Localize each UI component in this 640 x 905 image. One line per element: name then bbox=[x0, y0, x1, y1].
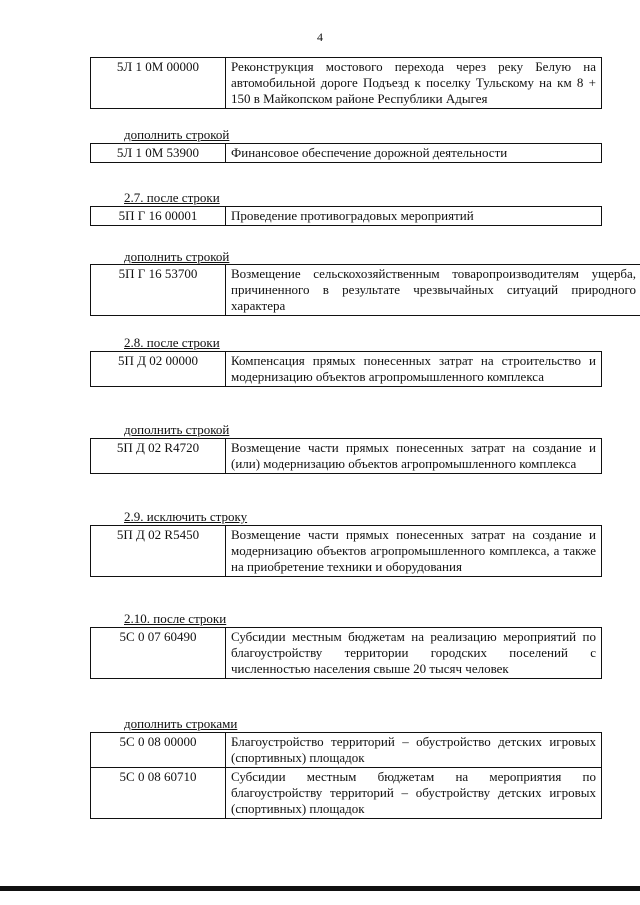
description-cell: Проведение противоградовых мероприятий bbox=[226, 207, 602, 226]
code-cell: 5П Д 02 R4720 bbox=[91, 439, 226, 474]
description-cell: Субсидии местным бюджетам на мероприятия по благоустройству территорий – обустройству детских игровых (спортивных) площадок bbox=[226, 768, 602, 819]
table-row bbox=[91, 439, 602, 474]
section-label: дополнить строкой bbox=[124, 127, 230, 142]
section-label: 2.8. после строки bbox=[124, 335, 220, 350]
page-number: 4 bbox=[317, 30, 323, 44]
code-table bbox=[90, 627, 602, 679]
table-row bbox=[91, 628, 602, 679]
description-cell: Компенсация прямых понесенных затрат на строительство и модернизацию объектов агропромышленного комплекса bbox=[226, 352, 602, 387]
section-label: дополнить строкой bbox=[124, 249, 230, 264]
section-label: дополнить строкой bbox=[124, 422, 230, 437]
code-table bbox=[90, 264, 640, 316]
code-cell: 5Л 1 0М 00000 bbox=[91, 58, 226, 109]
description-cell: Финансовое обеспечение дорожной деятельности bbox=[226, 144, 602, 163]
table-row bbox=[91, 207, 602, 226]
code-table bbox=[90, 143, 602, 163]
description-cell: Возмещение части прямых понесенных затрат на создание и (или) модернизацию объектов агропромышленного комплекса bbox=[226, 439, 602, 474]
description-cell: Благоустройство территорий – обустройство детских игровых (спортивных) площадок bbox=[226, 733, 602, 768]
description-cell: Возмещение части прямых понесенных затрат на создание и модернизацию объектов агропромышленного комплекса, а также на приобретение техники и оборудования bbox=[226, 526, 602, 577]
description-cell: Возмещение сельскохозяйственным товаропроизводителям ущерба, причиненного в результате чрезвычайных ситуаций природного характера bbox=[226, 265, 640, 316]
table-row bbox=[91, 768, 602, 819]
code-cell: 5С 0 08 00000 bbox=[91, 733, 226, 768]
code-table bbox=[90, 732, 602, 819]
table-row bbox=[91, 265, 640, 316]
code-cell: 5П Г 16 53700 bbox=[91, 265, 226, 316]
section-label: 2.10. после строки bbox=[124, 611, 227, 626]
table-row bbox=[91, 58, 602, 109]
code-table bbox=[90, 525, 602, 577]
code-cell: 5П Д 02 00000 bbox=[91, 352, 226, 387]
section-label: 2.7. после строки bbox=[124, 190, 220, 205]
description-cell: Субсидии местным бюджетам на реализацию мероприятий по благоустройству территории городских поселений с численностью населения свыше 20 тысяч человек bbox=[226, 628, 602, 679]
table-row bbox=[91, 526, 602, 577]
code-cell: 5Л 1 0М 53900 bbox=[91, 144, 226, 163]
bottom-border bbox=[0, 886, 640, 891]
description-cell: Реконструкция мостового перехода через реку Белую на автомобильной дороге Подъезд к поселку Тульскому на км 8 + 150 в Майкопском районе Республики Адыгея bbox=[226, 58, 602, 109]
code-table bbox=[90, 351, 602, 387]
code-cell: 5С 0 07 60490 bbox=[91, 628, 226, 679]
code-table bbox=[90, 438, 602, 474]
code-table bbox=[90, 206, 602, 226]
table-row bbox=[91, 144, 602, 163]
section-label: дополнить строками bbox=[124, 716, 238, 731]
code-cell: 5П Г 16 00001 bbox=[91, 207, 226, 226]
code-cell: 5П Д 02 R5450 bbox=[91, 526, 226, 577]
table-row bbox=[91, 733, 602, 768]
code-cell: 5С 0 08 60710 bbox=[91, 768, 226, 819]
code-table bbox=[90, 57, 602, 109]
section-label: 2.9. исключить строку bbox=[124, 509, 248, 524]
table-row bbox=[91, 352, 602, 387]
